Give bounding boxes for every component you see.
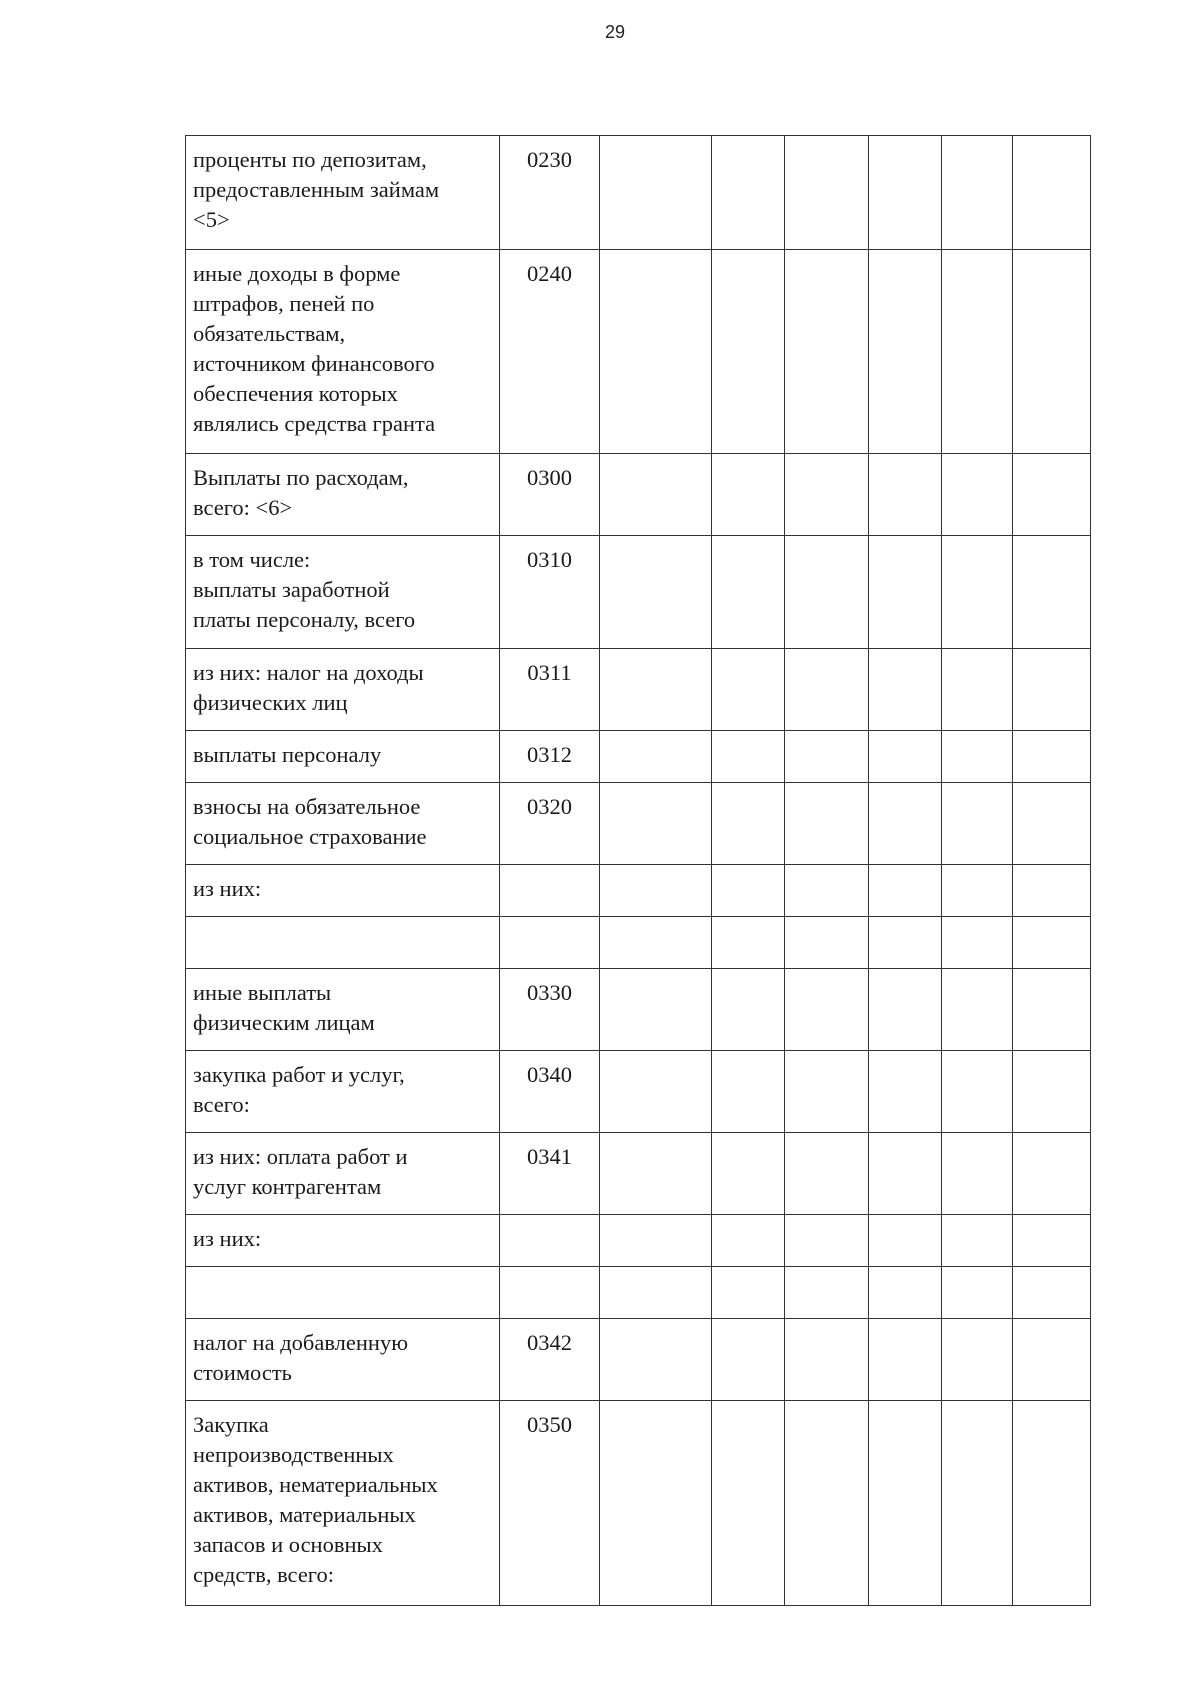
value-cell[interactable] [1013,1133,1091,1215]
value-cell[interactable] [942,1133,1013,1215]
value-cell[interactable] [1013,969,1091,1051]
row-code: 0311 [500,649,600,731]
row-label [186,1267,500,1319]
value-cell[interactable] [785,1133,869,1215]
row-label: Закупка непроизводственных активов, нематериальных активов, материальных запасов и основных средств, всего: [186,1401,500,1606]
value-cell[interactable] [1013,1267,1091,1319]
value-cell[interactable] [600,969,712,1051]
value-cell[interactable] [785,649,869,731]
value-cell[interactable] [1013,250,1091,454]
row-code: 0350 [500,1401,600,1606]
value-cell[interactable] [869,865,942,917]
value-cell[interactable] [942,136,1013,250]
table-row [186,731,1091,783]
value-cell[interactable] [1013,649,1091,731]
value-cell[interactable] [1013,1051,1091,1133]
report-table [185,135,1091,1606]
value-cell[interactable] [785,917,869,969]
value-cell[interactable] [712,969,785,1051]
table-row [186,649,1091,731]
value-cell[interactable] [1013,1319,1091,1401]
value-cell[interactable] [600,649,712,731]
value-cell[interactable] [712,649,785,731]
value-cell[interactable] [785,136,869,250]
value-cell[interactable] [869,536,942,649]
value-cell[interactable] [712,865,785,917]
page-number: 29 [604,22,626,42]
value-cell[interactable] [869,1215,942,1267]
table-row [186,1319,1091,1401]
value-cell[interactable] [869,1051,942,1133]
value-cell[interactable] [712,1267,785,1319]
value-cell[interactable] [712,1215,785,1267]
value-cell[interactable] [600,731,712,783]
value-cell[interactable] [600,454,712,536]
value-cell[interactable] [712,917,785,969]
value-cell[interactable] [942,454,1013,536]
value-cell[interactable] [1013,865,1091,917]
row-label: иные выплаты физическим лицам [186,969,500,1051]
value-cell[interactable] [942,1401,1013,1606]
value-cell[interactable] [712,250,785,454]
table-row [186,783,1091,865]
value-cell[interactable] [785,536,869,649]
value-cell[interactable] [869,731,942,783]
table-row [186,865,1091,917]
value-cell[interactable] [942,731,1013,783]
value-cell[interactable] [712,1133,785,1215]
value-cell[interactable] [712,1319,785,1401]
table-row [186,917,1091,969]
value-cell[interactable] [942,1051,1013,1133]
value-cell[interactable] [942,969,1013,1051]
value-cell[interactable] [712,136,785,250]
value-cell[interactable] [869,1401,942,1606]
value-cell[interactable] [785,1319,869,1401]
value-cell[interactable] [785,865,869,917]
table-row [186,1051,1091,1133]
table-row [186,1133,1091,1215]
value-cell[interactable] [785,250,869,454]
value-cell[interactable] [712,1051,785,1133]
value-cell[interactable] [1013,1215,1091,1267]
row-label: выплаты персоналу [186,731,500,783]
value-cell[interactable] [942,1319,1013,1401]
value-cell[interactable] [942,250,1013,454]
value-cell[interactable] [869,783,942,865]
value-cell[interactable] [1013,136,1091,250]
table-row [186,969,1091,1051]
value-cell[interactable] [712,731,785,783]
value-cell[interactable] [1013,1401,1091,1606]
row-code: 0330 [500,969,600,1051]
value-cell[interactable] [1013,783,1091,865]
value-cell[interactable] [1013,731,1091,783]
row-code: 0340 [500,1051,600,1133]
table-row [186,1215,1091,1267]
value-cell[interactable] [712,454,785,536]
row-label: из них: оплата работ и услуг контрагентам [186,1133,500,1215]
table-row [186,1267,1091,1319]
row-label: в том числе: выплаты заработной платы персоналу, всего [186,536,500,649]
value-cell[interactable] [942,536,1013,649]
row-label [186,917,500,969]
value-cell[interactable] [785,1051,869,1133]
row-label: из них: [186,865,500,917]
row-label: Выплаты по расходам, всего: <6> [186,454,500,536]
value-cell[interactable] [942,649,1013,731]
value-cell[interactable] [942,1215,1013,1267]
table-row [186,454,1091,536]
value-cell[interactable] [712,536,785,649]
value-cell[interactable] [869,1267,942,1319]
value-cell[interactable] [869,649,942,731]
value-cell[interactable] [600,1401,712,1606]
value-cell[interactable] [785,731,869,783]
value-cell[interactable] [869,969,942,1051]
row-label: взносы на обязательное социальное страхование [186,783,500,865]
row-label: закупка работ и услуг, всего: [186,1051,500,1133]
row-code [500,865,600,917]
row-code: 0341 [500,1133,600,1215]
value-cell[interactable] [869,454,942,536]
row-label: налог на добавленную стоимость [186,1319,500,1401]
value-cell[interactable] [942,865,1013,917]
value-cell[interactable] [600,1215,712,1267]
value-cell[interactable] [600,536,712,649]
value-cell[interactable] [869,917,942,969]
table-row [186,536,1091,649]
row-code: 0310 [500,536,600,649]
row-label: из них: налог на доходы физических лиц [186,649,500,731]
value-cell[interactable] [785,969,869,1051]
value-cell[interactable] [942,1267,1013,1319]
table-row [186,250,1091,454]
value-cell[interactable] [600,1267,712,1319]
row-code: 0230 [500,136,600,250]
value-cell[interactable] [600,1319,712,1401]
row-label: проценты по депозитам, предоставленным займам <5> [186,136,500,250]
value-cell[interactable] [785,1267,869,1319]
value-cell[interactable] [600,1051,712,1133]
row-label: из них: [186,1215,500,1267]
table-row [186,1401,1091,1606]
value-cell[interactable] [785,1215,869,1267]
row-label: иные доходы в форме штрафов, пеней по обязательствам, источником финансового обеспечения которых являлись средства гранта [186,250,500,454]
value-cell[interactable] [869,1133,942,1215]
value-cell[interactable] [869,136,942,250]
value-cell[interactable] [942,917,1013,969]
value-cell[interactable] [785,1401,869,1606]
value-cell[interactable] [600,1133,712,1215]
table-row [186,136,1091,250]
row-code: 0342 [500,1319,600,1401]
value-cell[interactable] [1013,536,1091,649]
value-cell[interactable] [712,783,785,865]
value-cell[interactable] [600,865,712,917]
value-cell[interactable] [600,917,712,969]
value-cell[interactable] [785,783,869,865]
value-cell[interactable] [712,1401,785,1606]
value-cell[interactable] [869,250,942,454]
row-code: 0312 [500,731,600,783]
value-cell[interactable] [600,250,712,454]
value-cell[interactable] [942,783,1013,865]
row-code [500,1215,600,1267]
row-code: 0320 [500,783,600,865]
row-code: 0300 [500,454,600,536]
value-cell[interactable] [1013,454,1091,536]
value-cell[interactable] [600,783,712,865]
value-cell[interactable] [600,136,712,250]
value-cell[interactable] [1013,917,1091,969]
row-code [500,917,600,969]
row-code: 0240 [500,250,600,454]
value-cell[interactable] [785,454,869,536]
row-code [500,1267,600,1319]
value-cell[interactable] [869,1319,942,1401]
table-body [186,136,1091,1606]
